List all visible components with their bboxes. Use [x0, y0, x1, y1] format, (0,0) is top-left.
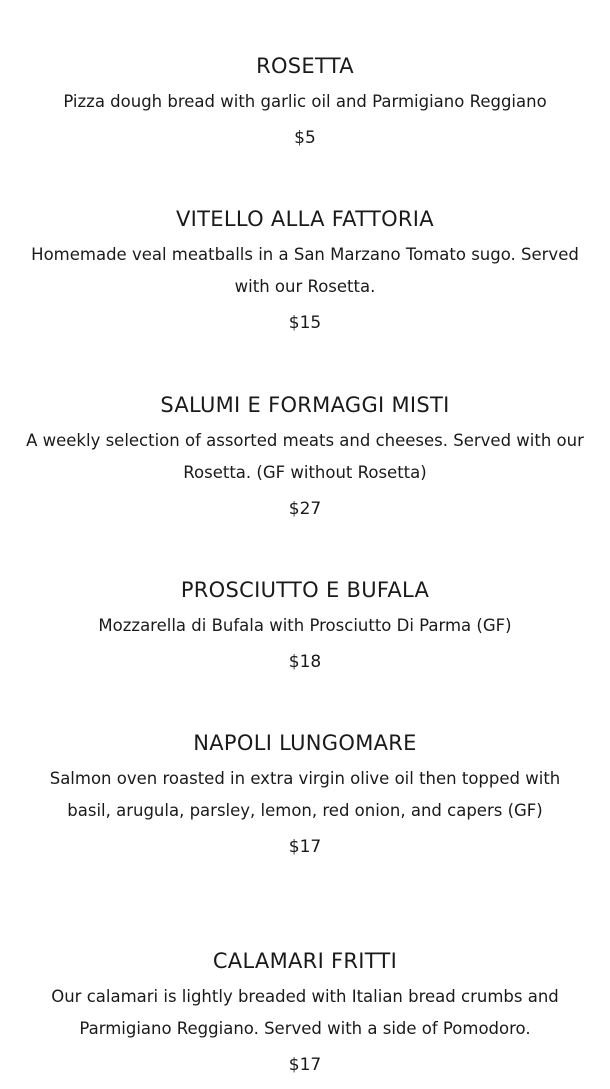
menu-item-name: ROSETTA [256, 54, 354, 78]
menu-item-description: A weekly selection of assorted meats and cheeses. Served with our Rosetta. (GF without Rosetta) [26, 431, 584, 482]
menu-item-price: $27 [288, 499, 322, 519]
menu-item-description: Salmon oven roasted in extra virgin olive oil then topped with basil, arugula, parsley, lemon, red onion, and capers (GF) [49, 769, 561, 820]
menu-item-price: $15 [288, 313, 322, 333]
menu-item-price: $5 [294, 128, 316, 148]
menu-item-calamari-fritti [0, 948, 610, 1076]
menu-item-prosciutto-e-bufala [0, 577, 610, 673]
menu-item-salumi-e-formaggi-misti [0, 392, 610, 520]
menu-item-name: PROSCIUTTO E BUFALA [180, 578, 430, 602]
menu-item-description: Mozzarella di Bufala with Prosciutto Di Parma (GF) [98, 616, 512, 635]
menu-item-description: Our calamari is lightly breaded with Italian bread crumbs and Parmigiano Reggiano. Served with a side of Pomodoro. [51, 987, 559, 1038]
menu-item-name: NAPOLI LUNGOMARE [193, 731, 417, 755]
menu-item-vitello-alla-fattoria [0, 206, 610, 334]
menu-item-price: $17 [288, 837, 322, 857]
menu-item-price: $17 [288, 1055, 322, 1075]
menu-item-name: SALUMI E FORMAGGI MISTI [160, 393, 450, 417]
menu-item-name: VITELLO ALLA FATTORIA [176, 207, 434, 231]
menu-item-napoli-lungomare [0, 730, 610, 858]
menu-item-rosetta [0, 53, 610, 149]
menu-item-name: CALAMARI FRITTI [212, 949, 398, 973]
menu-item-price: $18 [288, 652, 322, 672]
menu-item-description: Homemade veal meatballs in a San Marzano Tomato sugo. Served with our Rosetta. [31, 245, 579, 296]
menu-item-description: Pizza dough bread with garlic oil and Parmigiano Reggiano [63, 92, 547, 111]
